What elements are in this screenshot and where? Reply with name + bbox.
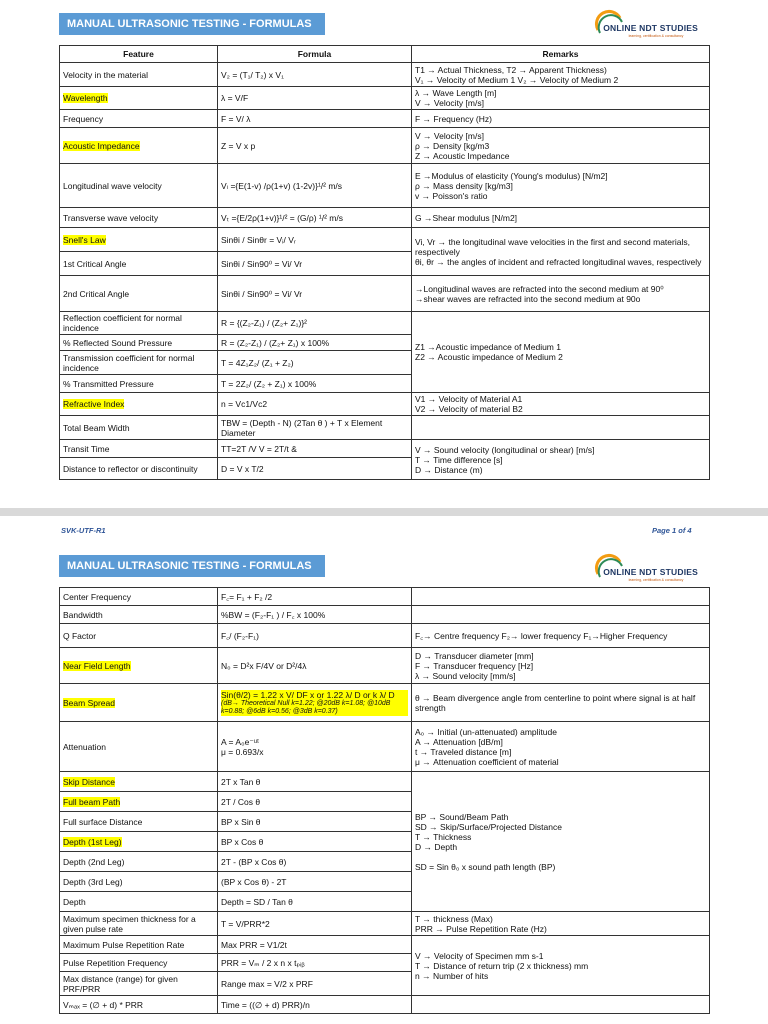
formula-cell (218, 722, 412, 772)
remark-line: V₁ → Velocity of Medium 1 V₂ → Velocity of Medium 2 (415, 74, 619, 85)
formula-cell: PRR = Vₘ / 2 x n x tₚᵢᵦ (218, 954, 412, 972)
remark-line: μ → Attenuation coefficient of material (415, 756, 559, 767)
column-header-formula: Formula (218, 46, 412, 63)
document-page-2 (0, 542, 768, 1024)
remark-line: →shear waves are refracted into the second medium at 90o (415, 293, 641, 304)
formula-cell: %BW = (F₂-F₁ ) / F꜀ x 100% (218, 606, 412, 624)
formula-cell: F꜀= F₁ + F₂ /2 (218, 588, 412, 606)
company-logo (588, 8, 698, 48)
formula-cell (218, 684, 412, 722)
feature-cell: Longitudinal wave velocity (60, 164, 218, 208)
feature-cell: Q Factor (60, 624, 218, 648)
formula-note: (dB→ Theoretical Null k=1.22; @20dB k=1.08; @10dB k=0.88; @6dB k=0.56; @3dB k=0.37) (221, 700, 408, 716)
remarks-cell (412, 208, 710, 228)
formula-cell: V₂ = (T₁/ T₂) x V₁ (218, 63, 412, 87)
table-row (60, 606, 710, 624)
remark-line: A₀ → Initial (un-attenuated) amplitude (415, 726, 557, 737)
feature-highlight: Wavelength (63, 93, 108, 103)
formula-cell: N₀ = D²x F/4V or D²/4λ (218, 648, 412, 684)
feature-highlight: Skip Distance (63, 776, 115, 787)
feature-cell: Pulse Repetition Frequency (60, 954, 218, 972)
remark-line: Z2 → Acoustic impedance of Medium 2 (415, 352, 563, 362)
feature-cell: Transmission coefficient for normal incidence (60, 351, 218, 375)
table-row (60, 772, 710, 792)
formula-line: Sin(θ/2) = 1.22 x V/ DF x or 1.22 λ/ D or k λ/ D (221, 690, 408, 700)
logo-text: ONLINE NDT STUDIES (603, 23, 698, 33)
table-header-row (60, 46, 710, 63)
formula-cell: 2T - (BP x Cos θ) (218, 852, 412, 872)
remarks-cell (412, 128, 710, 164)
feature-cell: Total Beam Width (60, 416, 218, 440)
feature-cell: Bandwidth (60, 606, 218, 624)
table-row (60, 87, 710, 110)
feature-highlight: Near Field Length (63, 660, 131, 671)
table-row (60, 312, 710, 335)
table-row (60, 624, 710, 648)
remark-line: V → Velocity [m/s] (415, 98, 484, 108)
table-row (60, 228, 710, 252)
remark-line: ρ → Density [kg/m3 (415, 140, 490, 151)
feature-cell (60, 228, 218, 252)
remark-line: D → Depth (415, 841, 458, 852)
feature-cell: Reflection coefficient for normal incidence (60, 312, 218, 335)
feature-cell: Maximum specimen thickness for a given pulse rate (60, 912, 218, 936)
remark-line: T → Thickness (415, 831, 472, 842)
remarks-cell (412, 912, 710, 936)
remark-line: SD = Sin θ₀ x sound path length (BP) (415, 861, 556, 872)
remark-line: T → Distance of return trip (2 x thickness) mm (415, 960, 589, 971)
feature-cell: Max distance (range) for given PRF/PRR (60, 972, 218, 996)
remark-line: V1 → Velocity of Material A1 (415, 394, 523, 404)
feature-cell: Maximum Pulse Repetition Rate (60, 936, 218, 954)
remark-line: θi, θr → the angles of incident and refracted longitudinal waves, respectively (415, 256, 702, 267)
table-row (60, 128, 710, 164)
table-row (60, 722, 710, 772)
table-row (60, 276, 710, 312)
remark-line: T1 → Actual Thickness, T2 → Apparent Thickness) (415, 64, 607, 75)
column-header-remarks: Remarks (412, 46, 710, 63)
feature-cell (60, 87, 218, 110)
remarks-cell (412, 164, 710, 208)
formula-line: A = A₀e⁻ᵘᵗ (221, 736, 259, 747)
feature-cell: % Transmitted Pressure (60, 375, 218, 393)
feature-cell: Vₘₐₓ = (∅ + d) * PRR (60, 996, 218, 1014)
logo-tagline: learning, certification & consultancy (628, 578, 684, 582)
formula-cell: Vₜ ={E/2ρ(1+v)}¹/² = (G/ρ) ¹/² m/s (218, 208, 412, 228)
remark-line: →Longitudinal waves are refracted into the second medium at 90⁰ (415, 283, 664, 294)
feature-highlight: Acoustic Impedance (63, 140, 140, 151)
feature-cell (60, 772, 218, 792)
feature-cell: % Reflected Sound Pressure (60, 335, 218, 351)
formula-line: μ = 0.693/x (221, 746, 264, 757)
formula-table-2 (59, 587, 710, 1014)
remark-line: F → Transducer frequency [Hz] (415, 660, 534, 671)
table-row (60, 684, 710, 722)
page-title: MANUAL ULTRASONIC TESTING - FORMULAS (59, 13, 325, 35)
formula-cell: Sinθi / Sin90⁰ = Vi/ Vr (218, 252, 412, 276)
remark-line: V2 → Velocity of material B2 (415, 404, 523, 414)
feature-highlight: Beam Spread (63, 697, 115, 708)
feature-highlight: Full beam Path (63, 796, 121, 807)
remarks-cell (412, 606, 710, 624)
formula-cell: Sinθi / Sin90⁰ = Vi/ Vr (218, 276, 412, 312)
remark-line: D → Distance (m) (415, 464, 483, 475)
page-title-2: MANUAL ULTRASONIC TESTING - FORMULAS (59, 555, 325, 577)
table-row (60, 912, 710, 936)
remark-line: SD → Skip/Surface/Projected Distance (415, 821, 562, 832)
formula-cell: BP x Sin θ (218, 812, 412, 832)
table-row (60, 63, 710, 87)
logo-tagline: learning, certification & consultancy (628, 34, 684, 38)
feature-cell: 1st Critical Angle (60, 252, 218, 276)
remarks-cell (412, 996, 710, 1014)
feature-cell: Transverse wave velocity (60, 208, 218, 228)
remarks-cell (412, 588, 710, 606)
remark-line: A → Attenuation [dB/m] (415, 736, 503, 747)
formula-cell: T = 2Z₂/ (Z₂ + Z₁) x 100% (218, 375, 412, 393)
remarks-cell (412, 624, 710, 648)
remark-line: E →Modulus of elasticity (Young's modulus) [N/m2] (415, 170, 608, 181)
table-row (60, 648, 710, 684)
formula-cell: 2T x Tan θ (218, 772, 412, 792)
formula-cell: F꜀/ (F₂-F₁) (218, 624, 412, 648)
feature-cell: Transit Time (60, 440, 218, 458)
feature-cell (60, 393, 218, 416)
remark-line: G →Shear modulus [N/m2] (415, 212, 518, 223)
remark-line: Z → Acoustic Impedance (415, 150, 510, 161)
formula-cell: Range max = V/2 x PRF (218, 972, 412, 996)
formula-cell: R = {(Z₂-Z₁) / (Z₂+ Z₁)}² (218, 312, 412, 335)
remarks-cell (412, 87, 710, 110)
column-header-feature: Feature (60, 46, 218, 63)
formula-cell: λ = V/F (218, 87, 412, 110)
table-row (60, 996, 710, 1014)
remark-line: Z1 →Acoustic impedance of Medium 1 (415, 342, 561, 352)
formula-cell: T = V/PRR*2 (218, 912, 412, 936)
document-code: SVK-UTF-R1 (61, 526, 106, 535)
remarks-cell (412, 440, 710, 480)
remark-line: D → Transducer diameter [mm] (415, 650, 534, 661)
formula-cell: BP x Cos θ (218, 832, 412, 852)
formula-cell: Z = V x p (218, 128, 412, 164)
feature-cell (60, 128, 218, 164)
remark-line (415, 852, 706, 862)
feature-cell: Depth (60, 892, 218, 912)
feature-highlight: Refractive Index (63, 399, 125, 409)
formula-cell: Vₗ ={E(1-v) /ρ(1+v) (1-2v)}¹/² m/s (218, 164, 412, 208)
remark-line: V → Sound velocity (longitudinal or shear) [m/s] (415, 444, 595, 455)
table-row (60, 588, 710, 606)
company-logo-2 (588, 552, 698, 592)
remark-line: V → Velocity [m/s] (415, 130, 484, 141)
table-row (60, 936, 710, 954)
remark-line: t → Traveled distance [m] (415, 746, 512, 757)
remarks-cell (412, 648, 710, 684)
remark-line: λ → Wave Length [m] (415, 88, 497, 98)
feature-cell: 2nd Critical Angle (60, 276, 218, 312)
formula-cell: T = 4Z₁Z₂/ (Z₁ + Z₂) (218, 351, 412, 375)
formula-table-1 (59, 45, 710, 480)
formula-cell: TBW = (Depth - N) (2Tan θ ) + T x Element Diameter (218, 416, 412, 440)
remark-line: Vi, Vr → the longitudinal wave velocities in the first and second materials, respectively (415, 236, 690, 257)
remarks-cell (412, 110, 710, 128)
formula-cell: F = V/ λ (218, 110, 412, 128)
feature-cell: Full surface Distance (60, 812, 218, 832)
remarks-cell (412, 63, 710, 87)
remarks-cell (412, 393, 710, 416)
table-row (60, 110, 710, 128)
formula-cell: Time = ((∅ + d) PRR)/n (218, 996, 412, 1014)
formula-cell: Max PRR = V1/2t (218, 936, 412, 954)
remark-line: λ → Sound velocity [mm/s] (415, 670, 516, 681)
feature-cell (60, 648, 218, 684)
feature-highlight: Snell's Law (63, 234, 106, 245)
remark-line: n → Number of hits (415, 970, 489, 981)
remark-line: ρ → Mass density [kg/m3] (415, 180, 513, 191)
table-row (60, 393, 710, 416)
feature-cell (60, 684, 218, 722)
remarks-cell (412, 722, 710, 772)
remarks-cell (412, 684, 710, 722)
remark-line: F꜀→ Centre frequency F₂→ lower frequency F₁→Higher Frequency (415, 630, 668, 641)
logo-text: ONLINE NDT STUDIES (603, 567, 698, 577)
remark-line: θ → Beam divergence angle from centerline to point where signal is at half strength (415, 692, 696, 713)
page-separator (0, 508, 768, 516)
remarks-cell (412, 936, 710, 996)
feature-cell: Velocity in the material (60, 63, 218, 87)
table-row (60, 416, 710, 440)
feature-highlight: Depth (1st Leg) (63, 836, 122, 847)
table-row (60, 164, 710, 208)
feature-cell (60, 792, 218, 812)
formula-cell: n = Vc1/Vc2 (218, 393, 412, 416)
feature-cell: Distance to reflector or discontinuity (60, 458, 218, 480)
remark-line: T → thickness (Max) (415, 913, 493, 924)
feature-cell: Center Frequency (60, 588, 218, 606)
feature-cell (60, 832, 218, 852)
formula-cell: Depth = SD / Tan θ (218, 892, 412, 912)
remarks-cell (412, 312, 710, 393)
feature-cell: Depth (2nd Leg) (60, 852, 218, 872)
page-number: Page 1 of 4 (652, 526, 692, 535)
remark-line: F → Frequency (Hz) (415, 113, 492, 124)
remark-line: v → Poisson's ratio (415, 190, 488, 201)
formula-cell: (BP x Cos θ) - 2T (218, 872, 412, 892)
formula-cell: D = V x T/2 (218, 458, 412, 480)
formula-cell: TT=2T /V V = 2T/t & (218, 440, 412, 458)
formula-cell: 2T / Cos θ (218, 792, 412, 812)
remarks-cell (412, 772, 710, 912)
feature-cell: Depth (3rd Leg) (60, 872, 218, 892)
remark-line: PRR → Pulse Repetition Rate (Hz) (415, 923, 547, 934)
remarks-cell (412, 276, 710, 312)
remark-line: BP → Sound/Beam Path (415, 811, 509, 822)
feature-cell: Attenuation (60, 722, 218, 772)
remarks-cell (412, 228, 710, 276)
formula-cell: R = (Z₂-Z₁) / (Z₂+ Z₁) x 100% (218, 335, 412, 351)
formula-cell: Sinθi / Sinθr = Vᵢ/ Vᵣ (218, 228, 412, 252)
remark-line: V → Velocity of Specimen mm s-1 (415, 950, 544, 961)
remarks-cell (412, 416, 710, 440)
feature-cell: Frequency (60, 110, 218, 128)
table-row (60, 440, 710, 458)
table-row (60, 208, 710, 228)
remark-line: T → Time difference [s] (415, 454, 503, 465)
